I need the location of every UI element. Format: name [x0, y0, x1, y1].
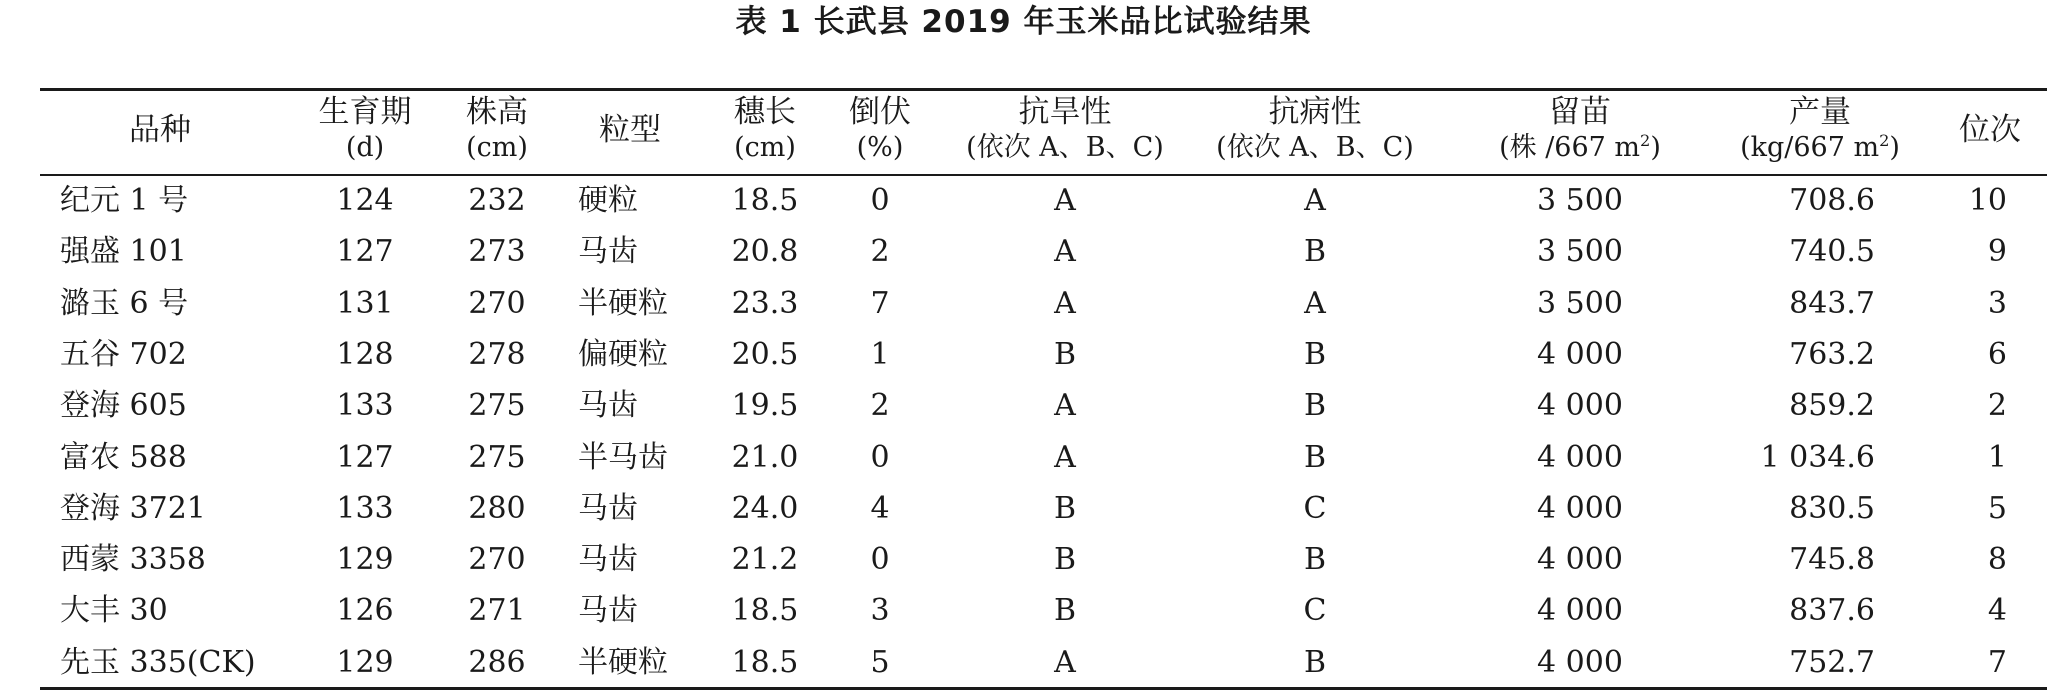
- cell-ear-length: 24.0: [731, 490, 799, 526]
- cell-drought: B: [1053, 490, 1077, 526]
- cell-ear-length: 18.5: [731, 593, 799, 629]
- cell-disease: B: [1303, 388, 1327, 424]
- cell-ear-length: 21.2: [731, 542, 799, 578]
- cell-drought: B: [1053, 542, 1077, 578]
- header-seedlings-unit: (株 /667 $m^2$): [1499, 131, 1661, 163]
- cell-lodging: 7: [870, 285, 890, 321]
- table-header-rule: [40, 174, 2047, 176]
- cell-grain-type: 硬粒: [578, 183, 638, 218]
- cell-grain-type: 马齿: [578, 234, 638, 270]
- header-seedlings: 留苗: [1549, 94, 1611, 130]
- cell-ear-length: 18.5: [731, 183, 799, 218]
- cell-disease: C: [1303, 593, 1327, 629]
- header-rank: 位次: [1959, 112, 2021, 148]
- cell-variety: 富农 588: [60, 439, 187, 475]
- cell-drought: A: [1054, 183, 1076, 218]
- cell-yield: 745.8: [1789, 542, 1875, 578]
- cell-drought: A: [1054, 388, 1076, 424]
- cell-disease: B: [1303, 644, 1327, 680]
- cell-drought: A: [1054, 644, 1076, 680]
- cell-lodging: 4: [870, 490, 890, 526]
- cell-grain-type: 马齿: [578, 542, 638, 578]
- cell-rank: 4: [1987, 593, 2007, 629]
- cell-lodging: 2: [870, 234, 890, 270]
- header-growth-period: 生育期: [318, 94, 412, 130]
- table-row: [0, 540, 2047, 591]
- cell-yield: 830.5: [1789, 490, 1875, 526]
- cell-variety: 登海 3721: [60, 490, 206, 526]
- cell-seedlings: 4 000: [1537, 542, 1623, 578]
- header-drought-resistance: 抗旱性: [1018, 94, 1112, 130]
- cell-variety: 大丰 30: [60, 593, 168, 629]
- table-row: [0, 335, 2047, 386]
- header-lodging-unit: (%): [856, 132, 904, 163]
- cell-rank: 1: [1987, 439, 2007, 475]
- cell-grain-type: 马齿: [578, 593, 638, 629]
- cell-plant-height: 273: [468, 234, 526, 270]
- cell-drought: A: [1054, 285, 1076, 321]
- cell-grain-type: 马齿: [578, 388, 638, 424]
- cell-grain-type: 半硬粒: [578, 644, 668, 680]
- header-ear-length: 穗长: [734, 94, 796, 130]
- cell-disease: C: [1303, 490, 1327, 526]
- table-row: [0, 181, 2047, 232]
- cell-growth-period: 128: [336, 336, 394, 372]
- cell-seedlings: 3 500: [1537, 183, 1623, 218]
- cell-growth-period: 129: [336, 542, 394, 578]
- cell-lodging: 0: [870, 542, 890, 578]
- cell-plant-height: 271: [468, 593, 526, 629]
- cell-ear-length: 21.0: [731, 439, 799, 475]
- cell-lodging: 0: [870, 439, 890, 475]
- cell-variety: 强盛 101: [60, 234, 187, 270]
- header-disease-resistance-note: (依次 A、B、C): [1216, 132, 1414, 163]
- cell-yield: 763.2: [1789, 336, 1875, 372]
- table-row: [0, 232, 2047, 283]
- cell-lodging: 2: [870, 388, 890, 424]
- cell-seedlings: 4 000: [1537, 388, 1623, 424]
- cell-yield: 740.5: [1789, 234, 1875, 270]
- cell-plant-height: 275: [468, 388, 526, 424]
- cell-growth-period: 126: [336, 593, 394, 629]
- cell-ear-length: 20.8: [731, 234, 799, 270]
- cell-plant-height: 270: [468, 285, 526, 321]
- cell-yield: 859.2: [1789, 388, 1875, 424]
- cell-variety: 纪元 1 号: [60, 183, 189, 218]
- cell-seedlings: 4 000: [1537, 490, 1623, 526]
- cell-yield: 752.7: [1789, 644, 1875, 680]
- cell-yield: 1 034.6: [1760, 439, 1875, 475]
- cell-growth-period: 127: [336, 439, 394, 475]
- cell-disease: B: [1303, 542, 1327, 578]
- cell-disease: A: [1304, 183, 1326, 218]
- cell-rank: 7: [1987, 644, 2007, 680]
- cell-plant-height: 278: [468, 336, 526, 372]
- cell-plant-height: 232: [468, 183, 526, 218]
- cell-seedlings: 3 500: [1537, 234, 1623, 270]
- cell-seedlings: 4 000: [1537, 439, 1623, 475]
- cell-drought: A: [1054, 439, 1076, 475]
- cell-lodging: 5: [870, 644, 890, 680]
- header-yield-unit: (kg/667 $m^2$): [1740, 131, 1900, 163]
- header-disease-resistance: 抗病性: [1268, 94, 1362, 130]
- header-drought-resistance-note: (依次 A、B、C): [966, 132, 1164, 163]
- cell-ear-length: 20.5: [731, 336, 799, 372]
- cell-growth-period: 133: [336, 490, 394, 526]
- cell-disease: B: [1303, 439, 1327, 475]
- table-title: 表 1 长武县 2019 年玉米品比试验结果: [735, 4, 1312, 40]
- header-plant-height-unit: (cm): [466, 132, 528, 163]
- table-row: [0, 284, 2047, 335]
- header-grain-type: 粒型: [599, 112, 661, 148]
- cell-rank: 2: [1987, 388, 2007, 424]
- cell-variety: 先玉 335(CK): [60, 644, 256, 680]
- cell-disease: B: [1303, 234, 1327, 270]
- cell-lodging: 0: [870, 183, 890, 218]
- cell-rank: 10: [1968, 183, 2007, 218]
- table-row: [0, 489, 2047, 540]
- cell-ear-length: 23.3: [731, 285, 799, 321]
- table-row: [0, 438, 2047, 489]
- cell-seedlings: 4 000: [1537, 336, 1623, 372]
- cell-rank: 8: [1987, 542, 2007, 578]
- cell-growth-period: 129: [336, 644, 394, 680]
- cell-yield: 708.6: [1789, 183, 1875, 218]
- cell-plant-height: 286: [468, 644, 526, 680]
- cell-variety: 登海 605: [60, 388, 187, 424]
- cell-ear-length: 19.5: [731, 388, 799, 424]
- cell-plant-height: 270: [468, 542, 526, 578]
- cell-grain-type: 马齿: [578, 490, 638, 526]
- cell-variety: 五谷 702: [60, 336, 187, 372]
- header-lodging: 倒伏: [849, 94, 911, 130]
- cell-drought: B: [1053, 593, 1077, 629]
- cell-yield: 837.6: [1789, 593, 1875, 629]
- cell-yield: 843.7: [1789, 285, 1875, 321]
- cell-lodging: 1: [870, 336, 890, 372]
- cell-growth-period: 124: [336, 183, 394, 218]
- cell-disease: A: [1304, 285, 1326, 321]
- cell-ear-length: 18.5: [731, 644, 799, 680]
- header-plant-height: 株高: [466, 94, 528, 130]
- header-yield: 产量: [1789, 94, 1851, 130]
- table-row: [0, 591, 2047, 642]
- table-row: [0, 386, 2047, 437]
- cell-plant-height: 280: [468, 490, 526, 526]
- cell-growth-period: 131: [336, 285, 394, 321]
- cell-drought: B: [1053, 336, 1077, 372]
- cell-rank: 9: [1987, 234, 2007, 270]
- cell-seedlings: 3 500: [1537, 285, 1623, 321]
- cell-disease: B: [1303, 336, 1327, 372]
- cell-rank: 5: [1987, 490, 2007, 526]
- header-growth-period-unit: (d): [345, 132, 385, 163]
- cell-plant-height: 275: [468, 439, 526, 475]
- header-ear-length-unit: (cm): [734, 132, 796, 163]
- cell-lodging: 3: [870, 593, 890, 629]
- cell-growth-period: 133: [336, 388, 394, 424]
- cell-seedlings: 4 000: [1537, 644, 1623, 680]
- cell-grain-type: 偏硬粒: [578, 336, 668, 372]
- table-row: [0, 643, 2047, 694]
- cell-drought: A: [1054, 234, 1076, 270]
- cell-growth-period: 127: [336, 234, 394, 270]
- cell-variety: 潞玉 6 号: [60, 285, 189, 321]
- table-top-rule: [40, 88, 2047, 91]
- cell-rank: 3: [1987, 285, 2007, 321]
- cell-variety: 西蒙 3358: [60, 542, 206, 578]
- cell-grain-type: 半马齿: [578, 439, 668, 475]
- cell-grain-type: 半硬粒: [578, 285, 668, 321]
- header-variety: 品种: [129, 112, 191, 148]
- cell-seedlings: 4 000: [1537, 593, 1623, 629]
- cell-rank: 6: [1987, 336, 2007, 372]
